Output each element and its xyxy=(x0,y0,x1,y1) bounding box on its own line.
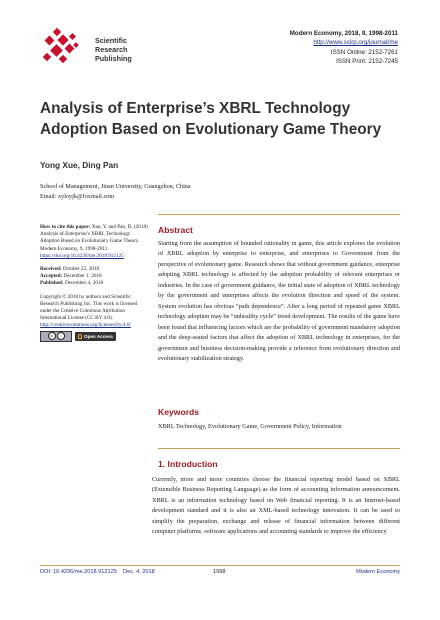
accepted-date: December 1, 2018 xyxy=(63,273,102,280)
cite-label: How to cite this paper: xyxy=(40,224,91,230)
article-sidebar xyxy=(40,224,148,342)
intro-top-rule xyxy=(158,448,400,449)
accepted-label: Accepted: xyxy=(40,273,63,280)
license-badges xyxy=(40,331,148,342)
author-email: Email: xyloyjk@foxmail.com xyxy=(40,193,115,200)
affiliation-block xyxy=(40,182,191,202)
published-date: December 4, 2018 xyxy=(64,280,104,287)
introduction-heading: 1. Introduction xyxy=(158,459,218,469)
cite-doi-link[interactable]: https://doi.org/10.4236/me.2018.912125 xyxy=(40,252,124,259)
copyright-text: Copyright © 2018 by authors and Scientific Research Publishing Inc. This work is licensed under the Creative Commons Attribution International License (CC BY 4.0). xyxy=(40,293,138,322)
license-link[interactable]: http://creativecommons.org/licenses/by/4.0/ xyxy=(40,322,131,329)
authors: Yong Xue, Ding Pan xyxy=(40,160,119,170)
publisher-name xyxy=(95,36,132,63)
abstract-top-rule xyxy=(158,214,400,215)
footer-journal: Modern Economy xyxy=(356,569,400,575)
issn-online: ISSN Online: 2152-7261 xyxy=(330,48,398,56)
journal-url-link[interactable]: http://www.scirp.org/journal/me xyxy=(313,39,398,47)
dates-block xyxy=(40,266,148,288)
footer-date: Dec. 4, 2018 xyxy=(123,569,155,575)
introduction-text: Currently, more and more countries choose the financial reporting model based on XBRL (Extensible Business Reporting Language) as the form of accounting information announcement. XBRL is an information technology based on Web financial reporting. It is an Internet-based development standard and it is also an XML-based technology innovation. It can be used to simplify the preparation, exchange and release of financial information between different computer platforms, software applications and accounting standards to improve the efficiency xyxy=(152,476,400,536)
abstract-text: Starting from the assumption of bounded rationality in game, this article explores the evolution of XBRL adoption by enterprise to enterprise, and enterprises to Government from the perspective of evolutionary game. Research shows that without government guidance, enterprise adopting XBRL technology is affected by the adoption probability of relevant enterprises or industries. In the case of government guidance, the initial state of adoption of XBRL technology by the government and enterprises affects the evolution direction and speed of the system. System evolution has obvious “path dependence”. After a long period of repeated game XBRL technology adoption may be “unhealthy cycle” trend development. The results of the game have been found that influencing factors which are the probability of government mandatory adoption and the deep-seated factors that affect the adoption of XBRL technology in enterprises, for the government and business decision-making provide a reference from evolutionary direction and evolutionary stabilization strategy. xyxy=(158,240,400,362)
received-label: Received: xyxy=(40,266,62,273)
cite-text: Xue, Y. and Pan, D. (2018) Analysis of Enterprise’s XBRL Technology Adoption Based on Evolutionary Game Theory. Modern Economy, 9, 1998-2011. xyxy=(40,224,148,252)
open-access-badge[interactable] xyxy=(75,332,116,341)
cc-icon: cc xyxy=(48,332,56,340)
keywords-heading: Keywords xyxy=(158,407,200,417)
title-line: Adoption Based on Evolutionary Game Theory xyxy=(40,121,382,138)
issn-print: ISSN Print: 2152-7245 xyxy=(336,57,398,65)
journal-info xyxy=(290,29,398,66)
affiliation: School of Management, Jinan University, Guangzhou, China xyxy=(40,183,191,190)
footer-doi xyxy=(40,569,155,575)
journal-citation: Modern Economy, 2018, 9, 1998-2011 xyxy=(289,30,398,37)
abstract-heading: Abstract xyxy=(158,225,193,235)
open-access-label: Open Access xyxy=(84,333,113,339)
publisher-line: Research xyxy=(95,45,128,54)
attribution-icon: i xyxy=(57,332,65,340)
citation-block xyxy=(40,224,148,260)
published-label: Published: xyxy=(40,280,64,287)
footer-doi-text: DOI: 10.4236/me.2018.912125 xyxy=(40,569,117,575)
publisher-logo xyxy=(40,26,90,68)
copyright-block xyxy=(40,294,148,330)
publisher-line: Scientific xyxy=(95,36,127,45)
open-lock-icon xyxy=(78,334,82,339)
page-number: 1998 xyxy=(213,569,226,575)
article-title xyxy=(40,98,400,140)
cc-by-badge[interactable] xyxy=(40,331,72,342)
footer-rule xyxy=(40,565,400,566)
publisher-line: Publishing xyxy=(95,54,132,63)
received-date: October 22, 2018 xyxy=(62,266,100,273)
keywords-text: XBRL Technology, Evolutionary Game, Government Policy, Information xyxy=(158,423,342,430)
title-line: Analysis of Enterprise’s XBRL Technology xyxy=(40,100,351,117)
